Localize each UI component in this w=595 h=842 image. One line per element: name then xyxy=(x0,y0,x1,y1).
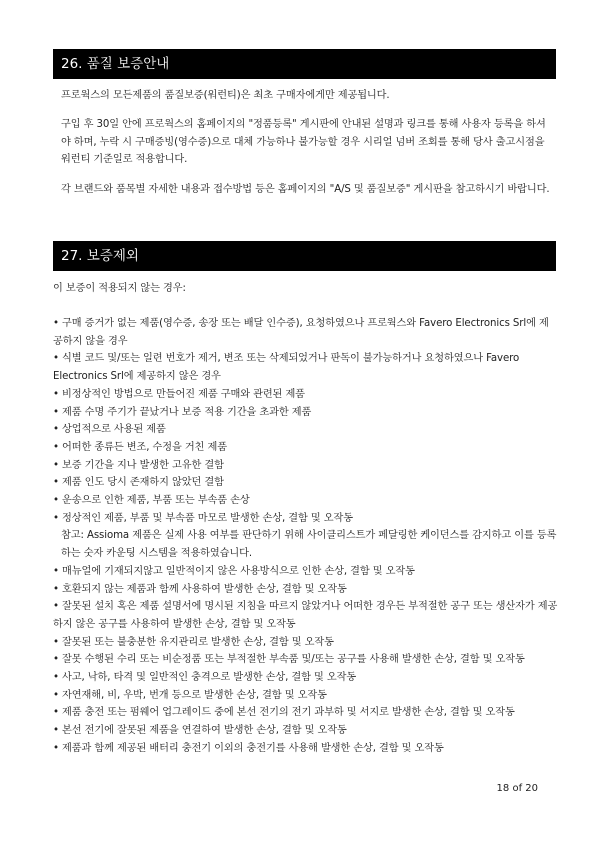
exclusions-intro: 이 보증이 적용되지 않는 경우: xyxy=(53,283,186,294)
warranty-paragraph-1: 프로웍스의 모든제품의 품질보증(워런티)은 최초 구매자에게만 제공됩니다. xyxy=(61,90,390,101)
list-item: • 제품 충전 또는 펌웨어 업그레이드 중에 본선 전기의 전기 과부하 및 서지로 발생한 손상, 결함 및 오작동 xyxy=(53,707,515,719)
list-item: • 어떠한 종류든 변조, 수정을 거친 제품 xyxy=(53,441,227,453)
warranty-paragraph-3: 각 브랜드와 품목별 자세한 내용과 접수방법 등은 홈페이지의 "A/S 및 품질보증" 게시판을 참고하시기 바랍니다. xyxy=(61,184,550,195)
list-item: • 잘못된 또는 불충분한 유지관리로 발생한 손상, 결함 및 오작동 xyxy=(53,636,334,648)
list-item: • 본선 전기에 잘못된 제품을 연결하여 발생한 손상, 결함 및 오작동 xyxy=(53,725,347,737)
list-item: • 호환되지 않는 제품과 함께 사용하여 발생한 손상, 결함 및 오작동 xyxy=(53,583,347,595)
section-27-title: 27. 보증제외 xyxy=(61,248,139,264)
list-item: • 비정상적인 방법으로 만들어진 제품 구매와 관련된 제품 xyxy=(53,388,305,400)
list-item: • 사고, 낙하, 타격 및 일반적인 충격으로 발생한 손상, 결함 및 오작동 xyxy=(53,672,357,684)
page-number: 18 of 20 xyxy=(496,783,538,794)
list-item: • 정상적인 제품, 부품 및 부속품 마모로 발생한 손상, 결함 및 오작동 xyxy=(53,512,353,524)
list-item: • 잘못된 설치 혹은 제품 설명서에 명시된 지침을 따르지 않았거나 어떠한 경우든 부적절한 공구 또는 생산자가 제공하지 않은 공구를 사용하여 발생한 손상, 결함 및 오작동 xyxy=(53,601,558,630)
assioma-note: 참고: Assioma 제품은 실제 사용 여부를 판단하기 위해 사이클리스트가 페달링한 케이던스를 감지하고 이를 등록하는 숫자 카운팅 시스템을 적용하였습니다. xyxy=(61,530,557,560)
list-item: • 제품과 함께 제공된 배터리 충전기 이외의 충전기를 사용해 발생한 손상, 결함 및 오작동 xyxy=(53,742,444,754)
section-26-header xyxy=(53,49,556,79)
list-item: • 제품 인도 당시 존재하지 않았던 결함 xyxy=(53,477,224,489)
warranty-paragraph-2: 구입 후 30일 안에 프로웍스의 홈페이지의 "정품등록" 게시판에 안내된 설명과 링크를 통해 사용자 등록을 하셔야 하며, 누락 시 구매증빙(영수증)으로 대체 가능하나 불가능할 경우 시리얼 넘버 조회를 통해 당사 출고시점을 워런티 기준일로 적용합니다. xyxy=(61,119,546,165)
list-item: • 구매 증거가 없는 제품(영수증, 송장 또는 배달 인수증), 요청하였으나 프로웍스와 Favero Electronics Srl에 제공하지 않을 경우 xyxy=(53,318,549,347)
list-item: • 보증 기간을 지나 발생한 고유한 결함 xyxy=(53,459,224,471)
exclusions-list xyxy=(53,315,558,758)
list-item: • 자연재해, 비, 우박, 번개 등으로 발생한 손상, 결함 및 오작동 xyxy=(53,689,327,701)
section-27-header xyxy=(53,241,556,271)
section-26-title: 26. 품질 보증안내 xyxy=(61,56,170,72)
list-item: • 제품 수명 주기가 끝났거나 보증 적용 기간을 초과한 제품 xyxy=(53,406,312,418)
list-item: • 상업적으로 사용된 제품 xyxy=(53,424,166,436)
list-item: • 매뉴얼에 기재되지않고 일반적이지 않은 사용방식으로 인한 손상, 결함 및 오작동 xyxy=(53,565,415,577)
list-item: • 식별 코드 및/또는 일련 번호가 제거, 변조 또는 삭제되었거나 판독이 불가능하거나 요청하였으나 Favero Electronics Srl에 제공하지 않은 경우 xyxy=(53,353,520,383)
list-item: • 운송으로 인한 제품, 부품 또는 부속품 손상 xyxy=(53,495,250,507)
list-item: • 잘못 수행된 수리 또는 비순정품 또는 부적절한 부속품 및/또는 공구를 사용해 발생한 손상, 결함 및 오작동 xyxy=(53,654,525,666)
